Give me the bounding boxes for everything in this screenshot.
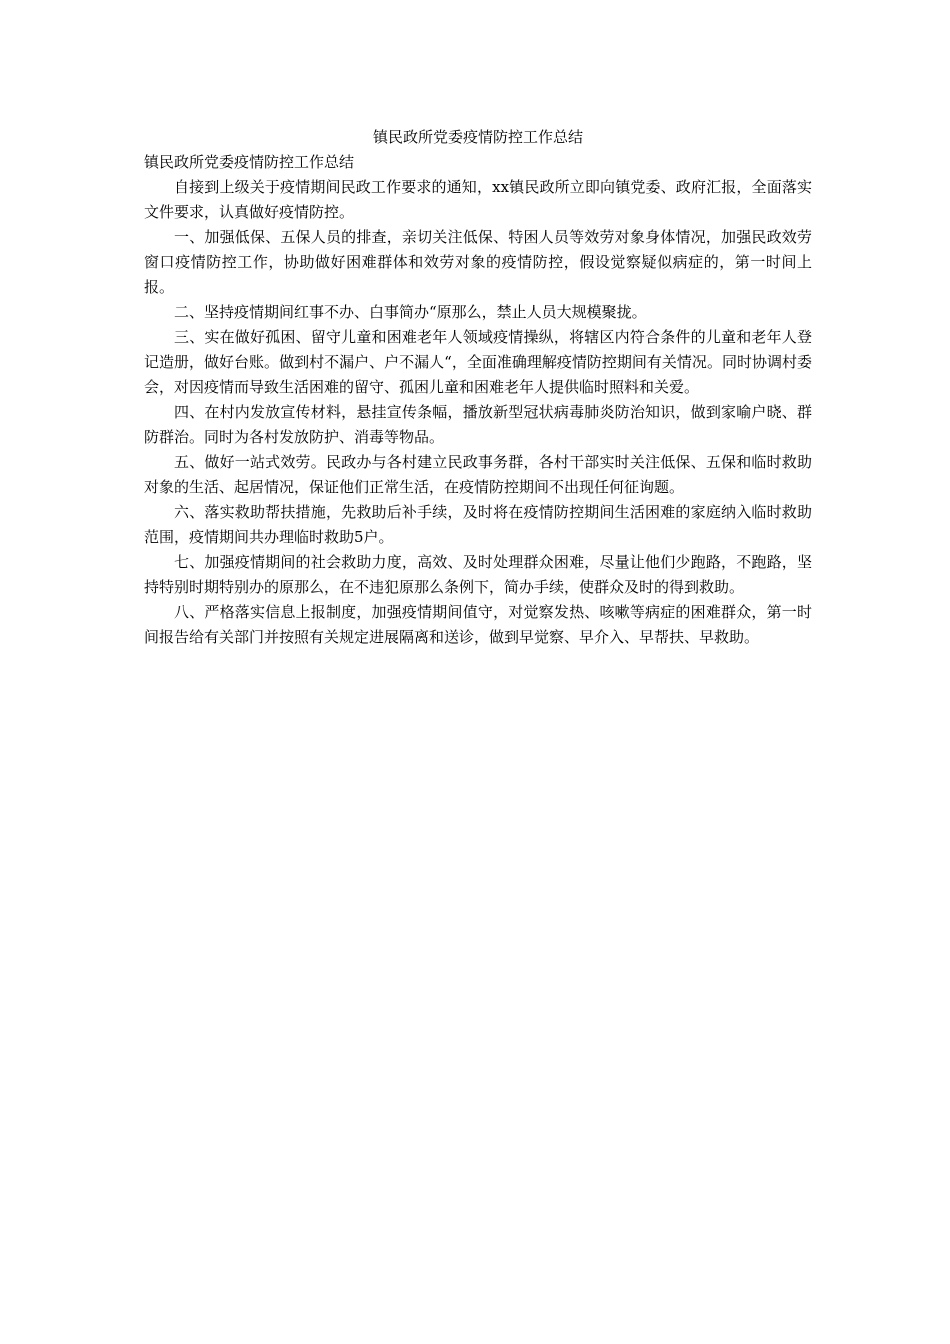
paragraph-item-3: 三、实在做好孤困、留守儿童和困难老年人领域疫情操纵，将辖区内符合条件的儿童和老年人登记造册，做好台账。做到村不漏户、户不漏人“，全面准确理解疫情防控期间有关情况。同时协调村委会，对因疫情而导致生活困难的留守、孤困儿童和困难老年人提供临时照料和关爱。 [144, 328, 812, 396]
document-body [144, 124, 812, 650]
paragraph-item-4: 四、在村内发放宣传材料，悬挂宣传条幅，播放新型冠状病毒肺炎防治知识，做到家喻户晓、群防群治。同时为各村发放防护、消毒等物品。 [144, 403, 812, 446]
paragraph-intro: 自接到上级关于疫情期间民政工作要求的通知，xx镇民政所立即向镇党委、政府汇报，全面落实文件要求，认真做好疫情防控。 [144, 178, 812, 221]
paragraph-item-6: 六、落实救助帮扶措施，先救助后补手续，及时将在疫情防控期间生活困难的家庭纳入临时救助范围，疫情期间共办理临时救助5户。 [144, 503, 812, 546]
paragraph-item-7: 七、加强疫情期间的社会救助力度，高效、及时处理群众困难，尽量让他们少跑路，不跑路，坚持特别时期特别办的原那么，在不违犯原那么条例下，简办手续，使群众及时的得到救助。 [144, 553, 812, 596]
document-heading: 镇民政所党委疫情防控工作总结 [144, 153, 355, 171]
document-title: 镇民政所党委疫情防控工作总结 [372, 128, 583, 146]
paragraph-item-5: 五、做好一站式效劳。民政办与各村建立民政事务群，各村干部实时关注低保、五保和临时救助对象的生活、起居情况，保证他们正常生活，在疫情防控期间不出现任何征询题。 [144, 453, 812, 496]
paragraph-item-1: 一、加强低保、五保人员的排查，亲切关注低保、特困人员等效劳对象身体情况，加强民政效劳窗口疫情防控工作，协助做好困难群体和效劳对象的疫情防控，假设觉察疑似病症的，第一时间上报。 [144, 228, 812, 296]
paragraph-item-8: 八、严格落实信息上报制度，加强疫情期间值守，对觉察发热、咳嗽等病症的困难群众，第一时间报告给有关部门并按照有关规定进展隔离和送诊，做到早觉察、早介入、早帮扶、早救助。 [144, 603, 812, 646]
paragraph-item-2: 二、坚持疫情期间红事不办、白事简办“原那么，禁止人员大规模聚拢。 [174, 303, 647, 321]
